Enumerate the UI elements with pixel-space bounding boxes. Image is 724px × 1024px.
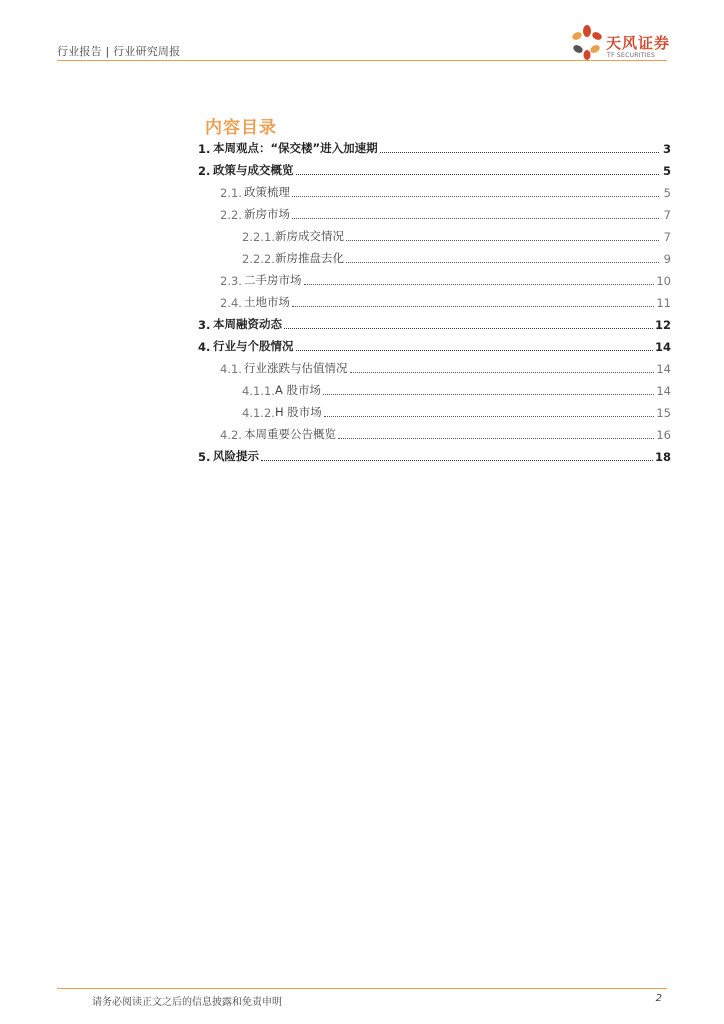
- toc-entry[interactable]: [198, 206, 671, 222]
- toc-leader-dots: [323, 394, 654, 395]
- toc-leader-dots: [324, 416, 655, 417]
- toc-entry-number: 2.4.: [220, 296, 242, 310]
- toc-entry-page: 10: [656, 274, 671, 288]
- toc-entry-label: H 股市场: [275, 405, 322, 419]
- toc-leader-dots: [284, 328, 653, 329]
- toc-entry[interactable]: [198, 228, 671, 244]
- toc-entry[interactable]: [198, 448, 671, 464]
- toc-entry-label: 风险提示: [213, 449, 259, 463]
- toc-entry[interactable]: [198, 316, 671, 332]
- toc-entry-label: 二手房市场: [244, 273, 302, 287]
- toc-entry-page: 14: [654, 340, 671, 354]
- header-divider: [57, 60, 667, 61]
- toc-entry[interactable]: [198, 404, 671, 420]
- toc-entry-number: 5.: [198, 450, 211, 464]
- logo-name-cn: 天风证券: [606, 34, 671, 52]
- toc-entry-number: 2.2.2.: [242, 252, 275, 266]
- toc-entry-page: 5: [663, 186, 671, 200]
- toc-entry-label: 行业涨跌与估值情况: [244, 361, 348, 375]
- toc-leader-dots: [261, 460, 653, 461]
- toc-entry-label: 土地市场: [244, 295, 290, 309]
- toc-entry-page: 9: [663, 252, 671, 266]
- toc-entry-number: 2.2.: [220, 208, 242, 222]
- toc-leader-dots: [350, 372, 655, 373]
- toc-entry-number: 4.: [198, 340, 211, 354]
- toc-entry-number: 4.1.2.: [242, 406, 275, 420]
- toc-entry-number: 2.3.: [220, 274, 242, 288]
- toc-entry[interactable]: [198, 426, 671, 442]
- toc-entry-label: 新房成交情况: [275, 229, 344, 243]
- toc-entry-label: 行业与个股情况: [213, 339, 294, 353]
- toc-entry-number: 3.: [198, 318, 211, 332]
- toc-entry[interactable]: [198, 294, 671, 310]
- toc-leader-dots: [346, 240, 659, 241]
- toc-entry-number: 4.1.: [220, 362, 242, 376]
- toc-entry-label: 政策梳理: [244, 185, 290, 199]
- toc-entry-number: 2.1.: [220, 186, 242, 200]
- toc-entry[interactable]: [198, 382, 671, 398]
- toc-leader-dots: [292, 218, 659, 219]
- toc-entry-label: 政策与成交概览: [213, 163, 294, 177]
- toc-entry-number: 4.2.: [220, 428, 242, 442]
- toc-entry[interactable]: [198, 272, 671, 288]
- toc-leader-dots: [338, 438, 654, 439]
- toc-entry-page: 5: [662, 164, 671, 178]
- toc-entry-label: 新房市场: [244, 207, 290, 221]
- toc-entry-label: 本周重要公告概览: [244, 427, 336, 441]
- toc-leader-dots: [296, 350, 653, 351]
- toc-entry-page: 14: [656, 384, 671, 398]
- toc-entry-page: 16: [656, 428, 671, 442]
- toc-entry-number: 2.: [198, 164, 211, 178]
- logo-name-en: TF SECURITIES: [607, 52, 656, 59]
- toc-entry[interactable]: [198, 250, 671, 266]
- page-number: 2: [655, 993, 662, 1004]
- toc-title: 内容目录: [205, 118, 277, 138]
- toc-leader-dots: [304, 284, 655, 285]
- disclaimer-text: 请务必阅读正文之后的信息披露和免责申明: [92, 997, 282, 1008]
- toc-entry-page: 7: [663, 230, 671, 244]
- toc-entry-number: 4.1.1.: [242, 384, 275, 398]
- toc-entry-label: 本周融资动态: [213, 317, 282, 331]
- toc-leader-dots: [292, 196, 659, 197]
- toc-entry-label: 本周观点：“保交楼”进入加速期: [213, 141, 378, 155]
- toc-entry-number: 2.2.1.: [242, 230, 275, 244]
- toc-entry-page: 15: [656, 406, 671, 420]
- toc-entry-page: 7: [663, 208, 671, 222]
- toc-entry-page: 12: [654, 318, 671, 332]
- report-type-header: 行业报告 | 行业研究周报: [57, 45, 181, 58]
- toc-entry[interactable]: [198, 140, 671, 156]
- footer-divider: [57, 988, 667, 989]
- toc-entry-page: 14: [656, 362, 671, 376]
- toc-entry[interactable]: [198, 184, 671, 200]
- toc-entry[interactable]: [198, 162, 671, 178]
- toc-leader-dots: [296, 174, 660, 175]
- toc-leader-dots: [346, 262, 659, 263]
- company-logo: [568, 22, 672, 62]
- toc-entry-page: 3: [662, 142, 671, 156]
- toc-leader-dots: [380, 152, 659, 153]
- toc-entry-page: 18: [654, 450, 671, 464]
- toc-entry-label: 新房推盘去化: [275, 251, 344, 265]
- toc-entry[interactable]: [198, 360, 671, 376]
- toc-entry-label: A 股市场: [275, 383, 322, 397]
- toc-entry[interactable]: [198, 338, 671, 354]
- toc-leader-dots: [292, 306, 654, 307]
- toc-entry-page: 11: [656, 296, 671, 310]
- toc-entry-number: 1.: [198, 142, 211, 156]
- flower-logo-icon: [568, 22, 606, 62]
